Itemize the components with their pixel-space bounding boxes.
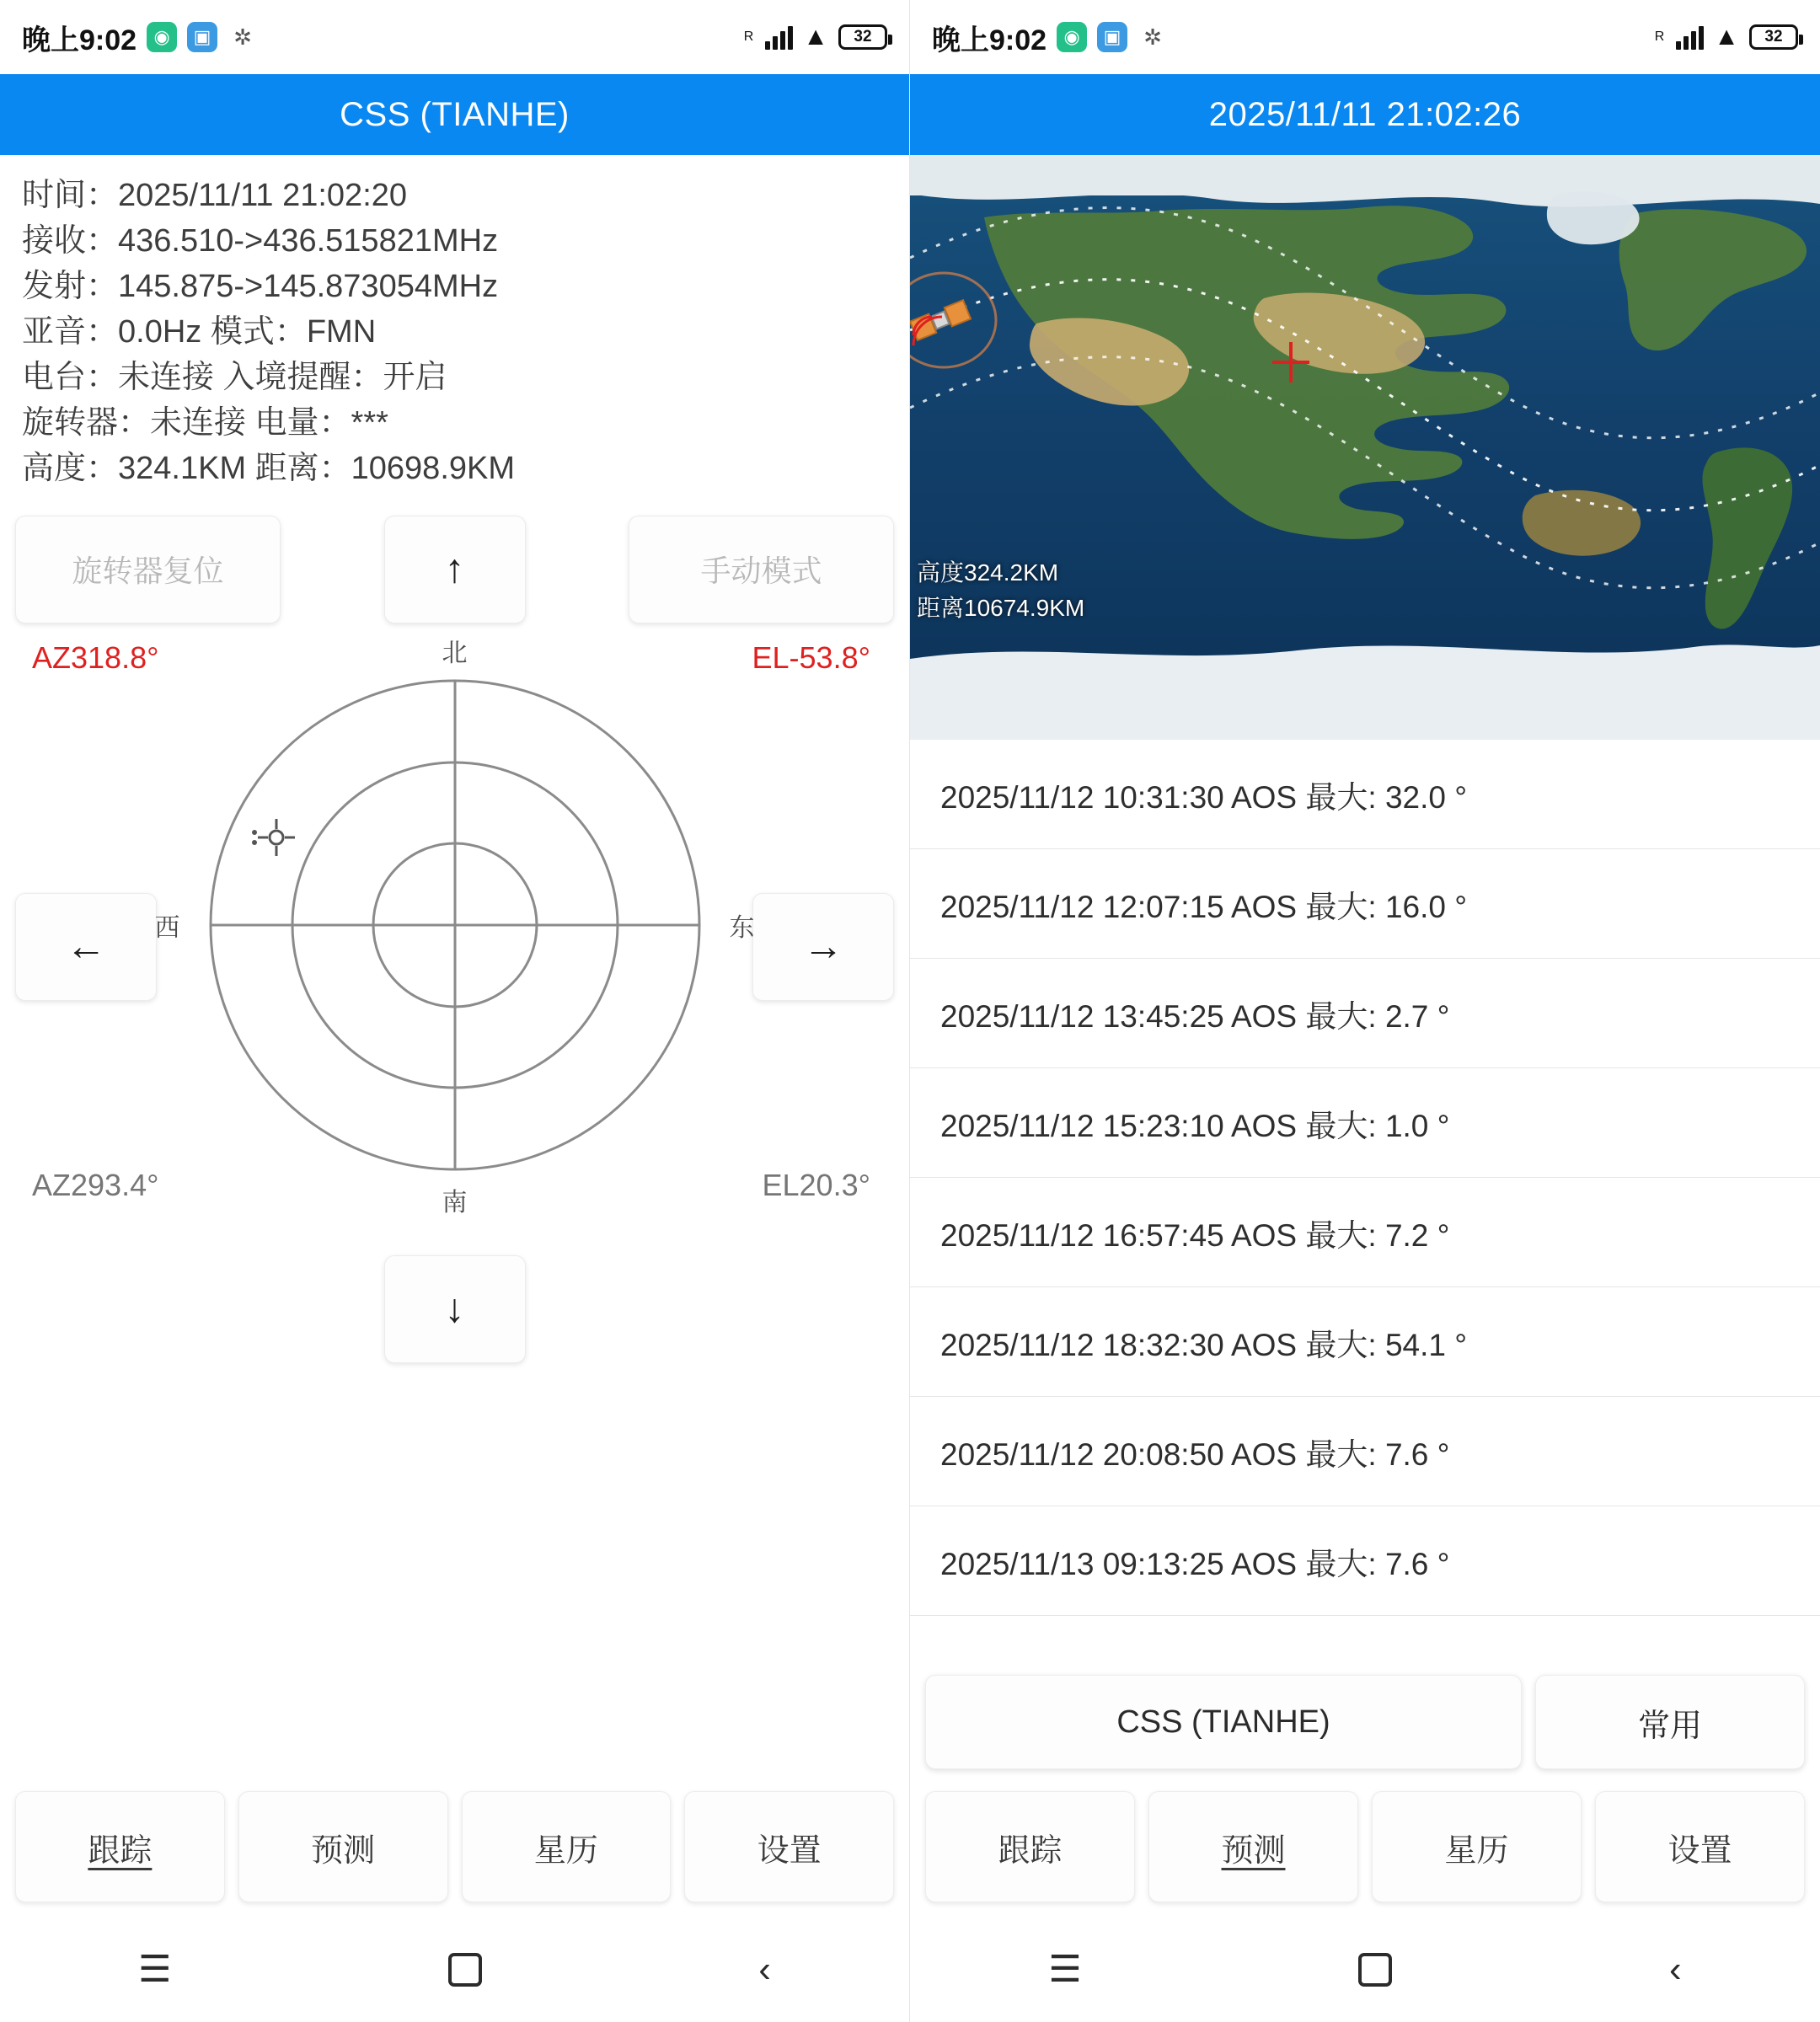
- rotator-reset-button[interactable]: 旋转器复位: [15, 516, 281, 623]
- status-right-group: [744, 24, 887, 50]
- wifi-icon: ▲: [803, 23, 828, 51]
- pass-prediction-list[interactable]: [910, 740, 1820, 1778]
- az-target-readout: AZ318.8°: [32, 639, 159, 675]
- tab-prediction-left-label: 预测: [311, 1832, 376, 1869]
- manual-mode-button[interactable]: 手动模式: [629, 516, 894, 623]
- home-square-icon[interactable]: [448, 1953, 482, 1987]
- list-item[interactable]: 2025/11/12 13:45:25 AOS 最大: 2.7 °: [910, 959, 1820, 1068]
- tab-ephemeris-left-label: 星历: [533, 1832, 598, 1869]
- shield-app-icon: ◉: [1057, 22, 1087, 52]
- right-phone-screen: [910, 0, 1820, 2022]
- tab-prediction-right-label: 预测: [1221, 1832, 1286, 1869]
- tab-tracking-left-label: 跟踪: [88, 1832, 153, 1869]
- status-left-group-right: [932, 17, 1168, 58]
- status-time-right: 晚上9:02: [932, 24, 1047, 56]
- world-map[interactable]: [910, 155, 1820, 740]
- list-item[interactable]: 2025/11/12 18:32:30 AOS 最大: 54.1 °: [910, 1287, 1820, 1397]
- tab-tracking-right[interactable]: [925, 1791, 1135, 1902]
- satellite-selector-row: [910, 1675, 1820, 1778]
- android-nav-bar-right: [910, 1918, 1820, 2022]
- status-right-group-right: [1655, 24, 1798, 50]
- satellite-marker-icon: [252, 819, 295, 856]
- info-receive: 接收：436.510->436.515821MHz: [22, 222, 499, 259]
- compass-north-label: 北: [442, 639, 468, 667]
- list-item[interactable]: 2025/11/12 16:57:45 AOS 最大: 7.2 °: [910, 1178, 1820, 1287]
- rotator-up-button[interactable]: ↑: [384, 516, 526, 623]
- app-bar-left: [0, 74, 909, 155]
- bottom-tabs-left: [0, 1778, 909, 1918]
- status-time: 晚上9:02: [22, 24, 137, 56]
- satellite-selector-button[interactable]: CSS (TIANHE): [925, 1675, 1522, 1769]
- tab-ephemeris-left[interactable]: [462, 1791, 672, 1902]
- map-distance-label: 距离10674.9KM: [917, 595, 1085, 621]
- info-transmit: 发射：145.875->145.873054MHz: [22, 268, 499, 304]
- tab-prediction-right[interactable]: [1148, 1791, 1358, 1902]
- home-square-icon[interactable]: [1358, 1953, 1392, 1987]
- rotator-right-button[interactable]: →: [752, 893, 894, 1001]
- favorites-button[interactable]: 常用: [1535, 1675, 1805, 1769]
- tab-settings-right[interactable]: [1595, 1791, 1805, 1902]
- list-item[interactable]: 2025/11/12 10:31:30 AOS 最大: 32.0 °: [910, 740, 1820, 849]
- pass-list-holder: [910, 740, 1820, 1778]
- rotator-control-row: [0, 497, 909, 632]
- roaming-indicator-right: R: [1654, 29, 1665, 44]
- app-title-right: 2025/11/11 21:02:26: [1208, 95, 1522, 133]
- tab-settings-left[interactable]: [684, 1791, 894, 1902]
- info-subtone-mode: 亚音：0.0Hz 模式：FMN: [22, 313, 377, 350]
- el-target-readout: EL-53.8°: [752, 639, 870, 675]
- photo-app-icon: ▣: [187, 22, 217, 52]
- az-current-readout: AZ293.4°: [32, 1167, 159, 1202]
- world-map-svg: [910, 155, 1820, 740]
- tab-settings-left-label: 设置: [757, 1832, 822, 1869]
- wifi-icon: ▲: [1714, 23, 1739, 51]
- tab-ephemeris-right-label: 星历: [1444, 1832, 1509, 1869]
- compass-west-label: 西: [154, 913, 180, 942]
- list-item[interactable]: 2025/11/13 09:13:25 AOS 最大: 7.6 °: [910, 1506, 1820, 1616]
- battery-icon: 32: [838, 24, 887, 50]
- status-bar-right: [910, 0, 1820, 74]
- battery-icon: 32: [1749, 24, 1798, 50]
- tab-tracking-left[interactable]: [15, 1791, 225, 1902]
- polar-compass[interactable]: [154, 639, 755, 1217]
- cellular-signal-icon: [765, 24, 793, 50]
- back-chevron-icon[interactable]: ‹: [1669, 1949, 1682, 1990]
- el-current-readout: EL20.3°: [762, 1167, 870, 1202]
- map-altitude-label: 高度324.2KM: [917, 559, 1059, 586]
- tab-settings-right-label: 设置: [1667, 1832, 1732, 1869]
- list-item[interactable]: 2025/11/12 12:07:15 AOS 最大: 16.0 °: [910, 849, 1820, 959]
- tab-tracking-right-label: 跟踪: [998, 1832, 1063, 1869]
- tab-prediction-left[interactable]: [238, 1791, 448, 1902]
- status-left-group: [22, 17, 258, 58]
- rotator-left-button[interactable]: ←: [15, 893, 157, 1001]
- status-bar-left: [0, 0, 909, 74]
- recents-menu-icon[interactable]: ☰: [138, 1949, 172, 1990]
- list-item[interactable]: 2025/11/12 20:08:50 AOS 最大: 7.6 °: [910, 1397, 1820, 1506]
- app-bar-right: [910, 74, 1820, 155]
- back-chevron-icon[interactable]: ‹: [758, 1949, 771, 1990]
- list-item[interactable]: 2025/11/12 15:23:10 AOS 最大: 1.0 °: [910, 1068, 1820, 1178]
- app-title-left: CSS (TIANHE): [340, 95, 570, 133]
- android-nav-bar-left: [0, 1918, 909, 2022]
- tab-ephemeris-right[interactable]: [1372, 1791, 1582, 1902]
- compass-east-label: 东: [729, 913, 755, 942]
- gear-icon: ✲: [1143, 24, 1162, 50]
- gear-icon: ✲: [233, 24, 252, 50]
- compass-south-label: 南: [442, 1188, 468, 1217]
- recents-menu-icon[interactable]: ☰: [1048, 1949, 1082, 1990]
- info-radio-alert: 电台：未连接 入境提醒：开启: [22, 359, 447, 395]
- roaming-indicator: R: [743, 29, 754, 44]
- cellular-signal-icon: [1676, 24, 1704, 50]
- bottom-tabs-right: [910, 1778, 1820, 1918]
- shield-app-icon: ◉: [147, 22, 177, 52]
- photo-app-icon: ▣: [1097, 22, 1127, 52]
- info-altitude-distance: 高度：324.1KM 距离：10698.9KM: [22, 450, 516, 486]
- compass-svg: [202, 672, 708, 1178]
- polar-plot-area: [0, 632, 909, 1778]
- info-rotator-power: 旋转器：未连接 电量：***: [22, 404, 388, 441]
- rotator-down-button[interactable]: ↓: [384, 1255, 526, 1363]
- info-time: 时间：2025/11/11 21:02:20: [22, 178, 408, 213]
- telemetry-info-block: [0, 155, 909, 497]
